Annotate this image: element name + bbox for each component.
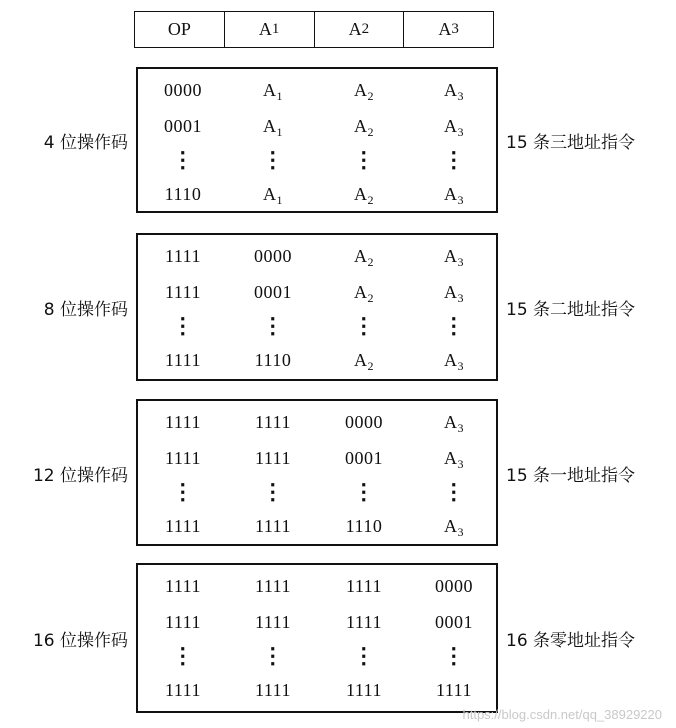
instruction-row (138, 409, 496, 435)
instruction-row (138, 347, 496, 373)
field-cell: $A_3$ (444, 282, 464, 305)
field-cell: $A_3$ (444, 80, 464, 103)
opcode-group-box (136, 399, 498, 546)
field-cell: 1110 (345, 516, 383, 536)
field-cell: ⋮ (442, 479, 466, 504)
field-cell: 1111 (255, 448, 291, 468)
field-cell: $A_1$ (263, 80, 283, 103)
field-cell: ⋮ (261, 313, 285, 338)
instruction-row (138, 77, 496, 103)
header-a1: A 1 (225, 12, 315, 47)
field-cell: $A_2$ (354, 246, 374, 269)
instruction-row (138, 609, 496, 635)
field-cell: $A_2$ (354, 350, 374, 373)
instruction-row (138, 677, 496, 703)
field-cell: ⋮ (352, 147, 376, 172)
field-cell: ⋮ (171, 313, 195, 338)
field-cell: $A_1$ (263, 184, 283, 207)
opcode-group-box (136, 233, 498, 381)
field-cell: 1111 (255, 680, 291, 700)
field-cell: 0000 (254, 246, 292, 266)
field-cell: $A_2$ (354, 282, 374, 305)
field-cell: $A_3$ (444, 516, 464, 539)
field-cell: ⋮ (261, 643, 285, 668)
instruction-row (138, 445, 496, 471)
field-cell: $A_3$ (444, 448, 464, 471)
instruction-count-label: 15 条二地址指令 (506, 300, 636, 320)
field-cell: 0001 (254, 282, 292, 302)
opcode-length-label: 16 位操作码 (32, 631, 128, 651)
field-cell: 1111 (165, 412, 201, 432)
field-cell: 0000 (345, 412, 383, 432)
field-cell: 1111 (346, 612, 382, 632)
field-cell: 1111 (255, 412, 291, 432)
field-cell: $A_2$ (354, 184, 374, 207)
field-cell: 1111 (165, 576, 201, 596)
field-cell: 1110 (254, 350, 292, 370)
field-cell: ⋮ (171, 479, 195, 504)
field-cell: 0000 (164, 80, 202, 100)
field-cell: 1111 (255, 612, 291, 632)
field-cell: $A_1$ (263, 116, 283, 139)
instruction-format-header (134, 11, 494, 48)
field-cell: 1111 (255, 516, 291, 536)
field-cell: 1111 (165, 246, 201, 266)
instruction-count-label: 15 条三地址指令 (506, 133, 636, 153)
opcode-length-label: 4 位操作码 (43, 133, 128, 153)
field-cell: $A_3$ (444, 246, 464, 269)
field-cell: $A_3$ (444, 412, 464, 435)
field-cell: 1111 (165, 612, 201, 632)
field-cell: $A_3$ (444, 116, 464, 139)
opcode-length-label: 12 位操作码 (32, 465, 128, 486)
field-cell: $A_3$ (444, 184, 464, 207)
field-cell: 1111 (165, 516, 201, 536)
field-cell: ⋮ (442, 147, 466, 172)
instruction-row (138, 113, 496, 139)
field-cell: 0000 (435, 576, 473, 596)
header-op: OP (135, 12, 225, 47)
field-cell: ⋮ (352, 313, 376, 338)
field-cell: 0001 (345, 448, 383, 468)
header-a3: A 3 (438, 19, 459, 39)
opcode-group-box (136, 67, 498, 213)
field-cell: $A_2$ (354, 116, 374, 139)
field-cell: 1111 (346, 680, 382, 700)
field-cell: ⋮ (442, 643, 466, 668)
field-cell: 1111 (165, 282, 201, 302)
field-cell: 1111 (165, 350, 201, 370)
instruction-count-label: 15 条一地址指令 (506, 465, 636, 486)
instruction-row (138, 279, 496, 305)
field-cell: ⋮ (261, 147, 285, 172)
field-cell: ⋮ (261, 479, 285, 504)
field-cell: $A_3$ (444, 350, 464, 373)
field-cell: 0001 (435, 612, 473, 632)
opcode-length-label: 8 位操作码 (43, 300, 128, 320)
instruction-row (138, 313, 496, 339)
field-cell: $A_2$ (354, 80, 374, 103)
field-cell: ⋮ (352, 643, 376, 668)
instruction-row (138, 643, 496, 669)
opcode-group-box (136, 563, 498, 713)
field-cell: 1111 (346, 576, 382, 596)
instruction-row (138, 243, 496, 269)
field-cell: 0001 (164, 116, 202, 136)
field-cell: 1111 (436, 680, 472, 700)
instruction-row (138, 513, 496, 539)
field-cell: ⋮ (442, 313, 466, 338)
field-cell: 1111 (165, 680, 201, 700)
watermark: https://blog.csdn.net/qq_38929220 (462, 707, 662, 722)
field-cell: ⋮ (352, 479, 376, 504)
field-cell: 1111 (165, 448, 201, 468)
field-cell: 1110 (164, 184, 202, 204)
field-cell: 1111 (255, 576, 291, 596)
instruction-count-label: 16 条零地址指令 (506, 631, 636, 651)
instruction-row (138, 181, 496, 207)
instruction-row (138, 147, 496, 173)
field-cell: ⋮ (171, 643, 195, 668)
instruction-row (138, 479, 496, 505)
field-cell: ⋮ (171, 147, 195, 172)
header-a2: A 2 (315, 12, 405, 47)
instruction-row (138, 573, 496, 599)
